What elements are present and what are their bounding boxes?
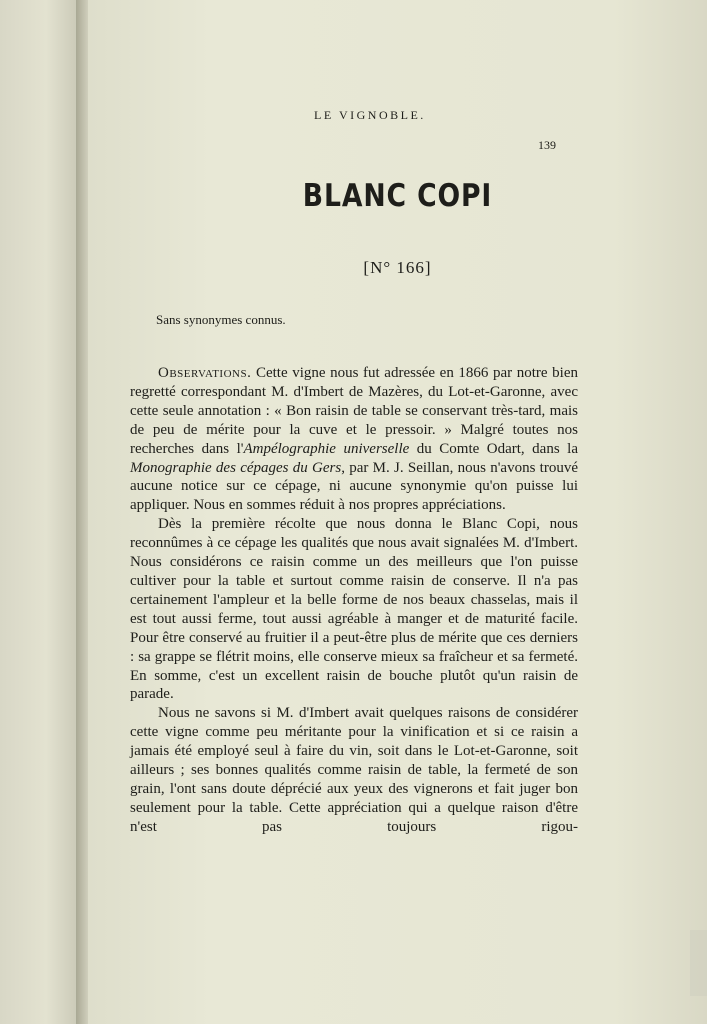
page-number: 139 bbox=[538, 138, 556, 152]
synonyms-note: Sans synonymes connus. bbox=[156, 312, 286, 327]
book-page bbox=[88, 0, 707, 1024]
paragraph-3: Nous ne savons si M. d'Imbert avait quelques raisons de considérer cette vigne comme peu méritante pour la vinification et si ce raisin a jamais été employé seul à faire du vin, soit dans le Lot-et-Garonne, soit ailleurs ; ses bonnes qualités comme raisin de table, la fermeté de son grain, l'ont sans doute déprécié aux yeux des vignerons et fait juger bon seulement pour la table. Cette appréciation qui a quelque raison d'être n'est pas toujours rigou- bbox=[130, 705, 578, 835]
paragraph-2: Dès la première récolte que nous donna le Blanc Copi, nous reconnûmes à ce cépage les qualités que nous avait signalées M. d'Imbert. Nous considérons ce raisin comme un des meilleurs que l'on puisse cultiver pour la table et surtout comme raisin de conserve. Il n'a pas certainement l'ampleur et la belle forme de nos beaux chasselas, mais il est tout aussi ferme, tout aussi agréable à manger et de maturité facile. Pour être conservé au fruitier il a peut-être plus de mérite que ces derniers : sa grappe se flétrit moins, elle conserve mieux sa fraîcheur et sa fermeté. En somme, c'est un excellent raisin de bouche plutôt qu'un raisin de parade. bbox=[130, 516, 578, 703]
variety-number: [N° 166] bbox=[363, 258, 432, 277]
paragraph-1: Observations. Cette vigne nous fut adressée en 1866 par notre bien regretté correspondant M. d'Imbert de Mazères, du Lot-et-Garonne, avec cette seule annotation : « Bon raisin de table se conservant très-tard, mais de peu de mérite pour la cuve et le pressoir. » Malgré toutes nos recherches dans l'Ampélographie universelle du Comte Odart, dans la Monographie des cépages du Gers, par M. J. Seillan, nous n'avons trouvé aucune notice sur ce cépage, ni aucune synonymie qu'on puisse lui appliquer. Nous en sommes réduit à nos propres appréciations. bbox=[130, 365, 578, 514]
watermark-logo bbox=[690, 930, 707, 996]
variety-title: BLANC COPI bbox=[302, 178, 493, 214]
observations-text bbox=[130, 364, 578, 837]
running-head: LE VIGNOBLE. bbox=[314, 108, 426, 122]
facing-page-edge bbox=[0, 0, 84, 1024]
observations-label: Observations. bbox=[158, 365, 252, 381]
